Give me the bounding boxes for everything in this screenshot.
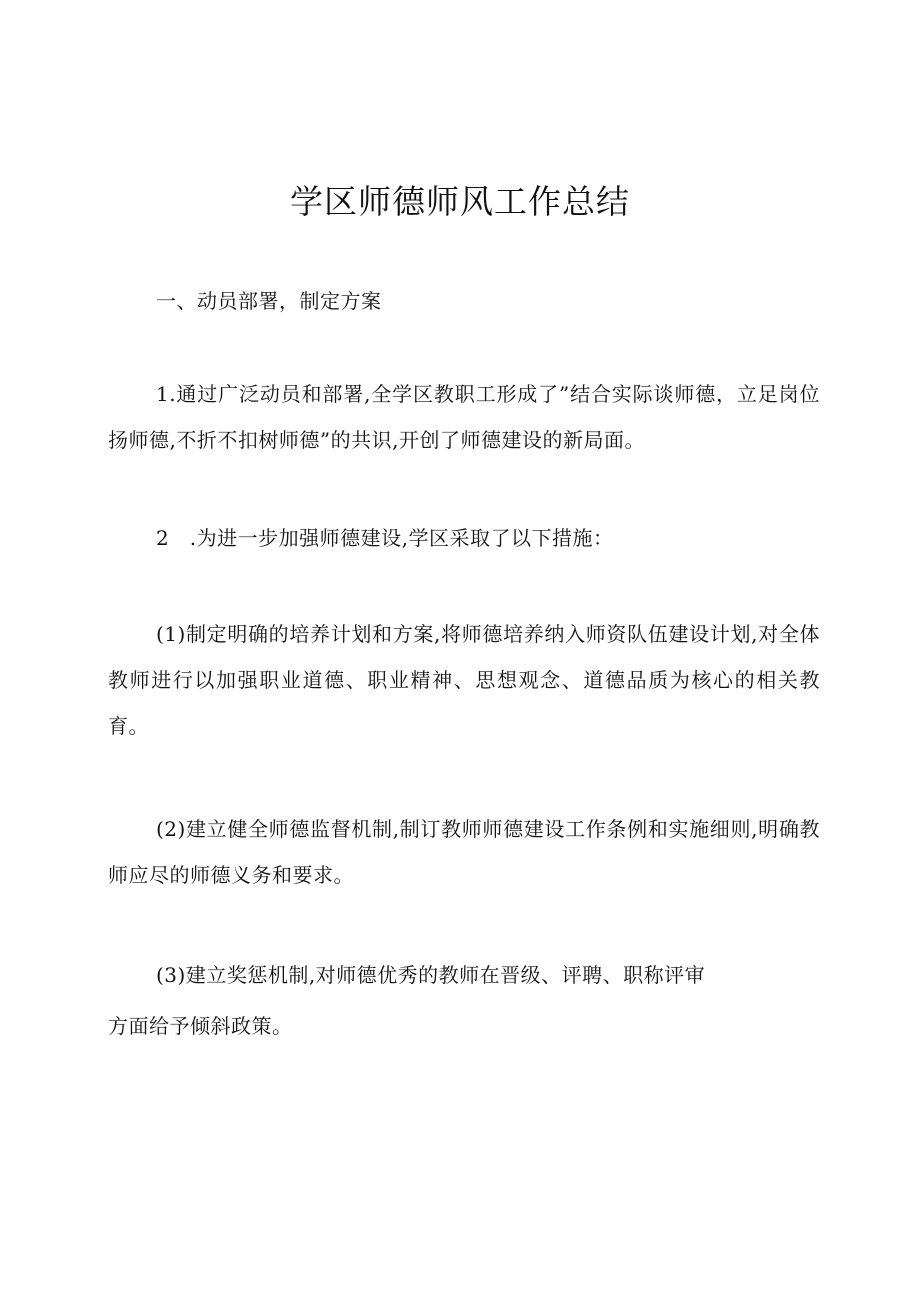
paragraph-item-2: 2 .为进一步加强师德建设,学区采取了以下措施：	[156, 526, 614, 550]
section-heading: 一、动员部署，制定方案	[156, 289, 382, 313]
paragraph-item-1: 1.通过广泛动员和部署,全学区教职工形成了”结合实际谈师德，立足岗位扬师德,不折不扣树师德”的共识,开创了师德建设的新局面。	[108, 382, 820, 452]
paragraph-measure-3-line-2: 方面给予倾斜政策。	[108, 1014, 293, 1038]
paragraph-measure-3-line-1: (3)建立奖惩机制,对师德优秀的教师在晋级、评聘、职称评审	[156, 963, 706, 987]
document-title: 学区师德师风工作总结	[290, 182, 630, 221]
paragraph-measure-2: (2)建立健全师德监督机制,制订教师师德建设工作条例和实施细则,明确教师应尽的师德义务和要求。	[108, 817, 820, 887]
paragraph-measure-1: (1)制定明确的培养计划和方案,将师德培养纳入师资队伍建设计划,对全体教师进行以加强职业道德、职业精神、思想观念、道德品质为核心的相关教育。	[108, 622, 820, 738]
